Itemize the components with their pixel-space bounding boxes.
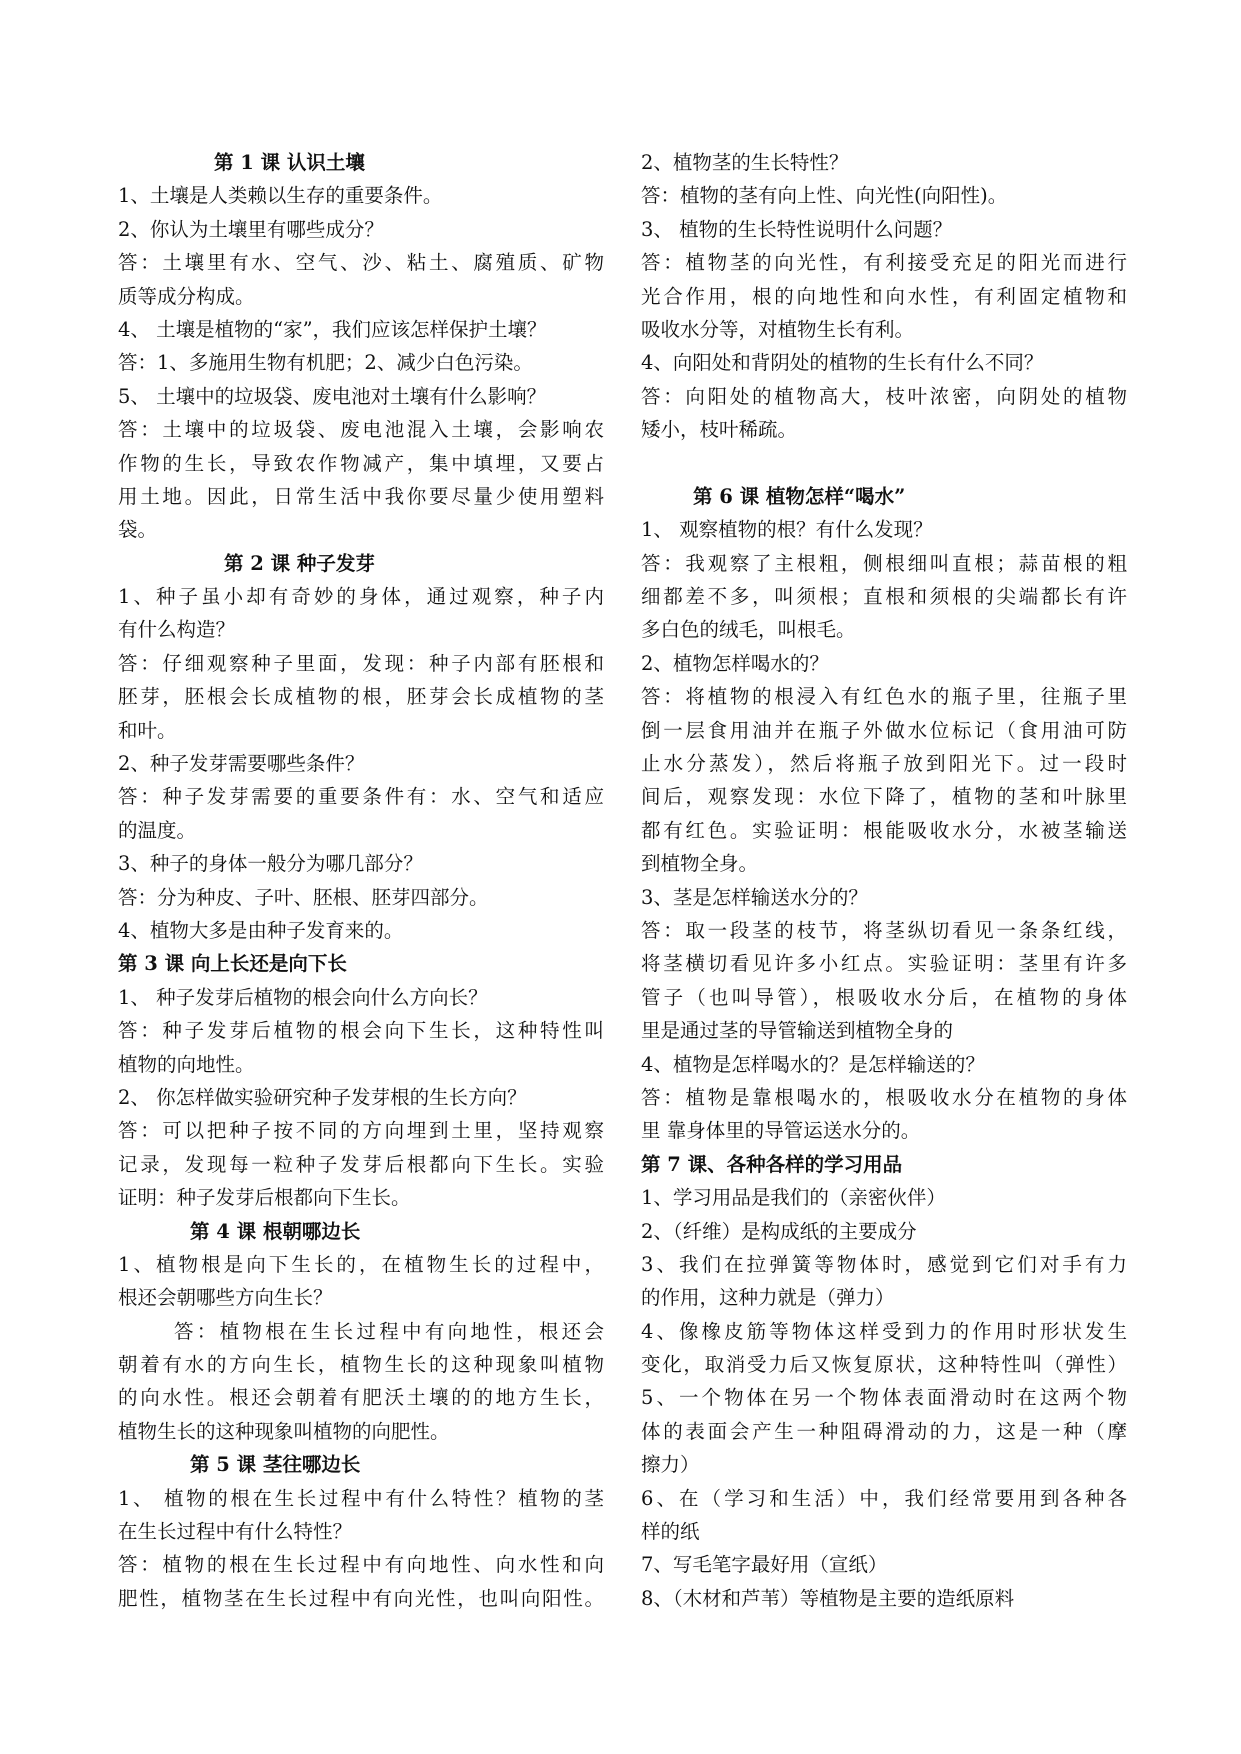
text-line: 4、像橡皮筋等物体这样受到力的作用时形状发生: [641, 1319, 1127, 1343]
text-line: 答：我观察了主根粗，侧根细叫直根；蒜苗根的粗: [641, 551, 1127, 575]
text-line: 答：向阳处的植物高大，枝叶浓密，向阴处的植物: [641, 384, 1127, 408]
text-line: 2、（纤维）是构成纸的主要成分: [641, 1219, 917, 1243]
text-line: 肥性，植物茎在生长过程中有向光性，也叫向阳性。: [118, 1586, 604, 1610]
text-line: 和叶。: [118, 718, 177, 742]
text-line: 答：种子发芽需要的重要条件有：水、空气和适应: [118, 785, 604, 809]
text-line: 2、种子发芽需要哪些条件？: [118, 752, 365, 776]
text-line: 6、在（学习和生活）中，我们经常要用到各种各: [641, 1486, 1127, 1510]
text-line: 答：植物的茎有向上性、向光性(向阳性)。: [641, 184, 1008, 208]
text-line: 2、你认为土壤里有哪些成分？: [118, 217, 384, 241]
lesson-5-title: 第 5 课 茎往哪边长: [190, 1453, 361, 1477]
text-line: 在生长过程中有什么特性？: [118, 1520, 353, 1544]
text-line: 3、我们在拉弹簧等物体时，感觉到它们对手有力: [641, 1252, 1127, 1276]
text-line: 2、 你怎样做实验研究种子发芽根的生长方向？: [118, 1085, 527, 1109]
text-line: 矮小，枝叶稀疏。: [641, 418, 798, 442]
text-line: 的温度。: [118, 818, 197, 842]
lesson-7-title: 第 7 课、各种各样的学习用品: [641, 1152, 903, 1176]
text-line: 2、植物怎样喝水的？: [641, 651, 829, 675]
text-line: 答：取一段茎的枝节，将茎纵切看见一条条红线，: [641, 918, 1127, 942]
text-line: 管子（也叫导管），根吸收水分后，在植物的身体: [641, 985, 1127, 1009]
text-line: 多白色的绒毛，叫根毛。: [641, 618, 856, 642]
text-line: 4、植物是怎样喝水的？是怎样输送的？: [641, 1052, 985, 1076]
text-line: 1、植物根是向下生长的，在植物生长的过程中，: [118, 1252, 604, 1276]
text-line: 1、种子虽小却有奇妙的身体，通过观察，种子内: [118, 585, 604, 609]
text-line: 答：分为种皮、子叶、胚根、胚芽四部分。: [118, 885, 489, 909]
left-column: [118, 146, 604, 1615]
text-line: 光合作用，根的向地性和向水性，有利固定植物和: [641, 284, 1127, 308]
text-line: 8、（木材和芦苇）等植物是主要的造纸原料: [641, 1586, 1015, 1610]
blank-line: [641, 447, 1127, 480]
text-line: 胚芽，胚根会长成植物的根，胚芽会长成植物的茎: [118, 685, 604, 709]
text-line: 止水分蒸发），然后将瓶子放到阳光下。过一段时: [641, 752, 1127, 776]
text-line: 倒一层食用油并在瓶子外做水位标记（食用油可防: [641, 718, 1127, 742]
text-line: 袋。: [118, 518, 158, 542]
text-line: 将茎横切看见许多小红点。实验证明：茎里有许多: [641, 952, 1127, 976]
text-line: 答：植物根在生长过程中有向地性，根还会: [174, 1319, 604, 1343]
text-line: 1、 观察植物的根？有什么发现？: [641, 518, 933, 542]
text-line: 答：土壤里有水、空气、沙、粘土、腐殖质、矿物: [118, 251, 604, 275]
text-line: 答：可以把种子按不同的方向埋到土里，坚持观察: [118, 1119, 604, 1143]
text-line: 有什么构造？: [118, 618, 236, 642]
text-line: 的向水性。根还会朝着有肥沃土壤的的地方生长，: [118, 1386, 604, 1410]
text-line: 到植物全身。: [641, 852, 759, 876]
text-line: 质等成分构成。: [118, 284, 255, 308]
lesson-6-title: 第 6 课 植物怎样“喝水”: [693, 484, 906, 508]
text-line: 植物的向地性。: [118, 1052, 255, 1076]
text-line: 1、 植物的根在生长过程中有什么特性？植物的茎: [118, 1486, 604, 1510]
text-line: 4、 土壤是植物的“家”，我们应该怎样保护土壤？: [118, 317, 547, 341]
text-line: 5、一个物体在另一个物体表面滑动时在这两个物: [641, 1386, 1127, 1410]
text-line: 里 靠身体里的导管运送水分的。: [641, 1119, 921, 1143]
text-line: 擦力）: [641, 1453, 700, 1477]
text-line: 答：植物的根在生长过程中有向地性、向水性和向: [118, 1553, 604, 1577]
text-line: 7、写毛笔字最好用（宣纸）: [641, 1553, 888, 1577]
text-line: 作物的生长，导致农作物减产，集中填埋，又要占: [118, 451, 604, 475]
lesson-3-title: 第 3 课 向上长还是向下长: [118, 952, 347, 976]
text-line: 1、 种子发芽后植物的根会向什么方向长？: [118, 985, 488, 1009]
text-line: 证明：种子发芽后根都向下生长。: [118, 1186, 411, 1210]
text-line: 答：将植物的根浸入有红色水的瓶子里，往瓶子里: [641, 685, 1127, 709]
right-column: [641, 146, 1127, 1615]
text-line: 样的纸: [641, 1520, 700, 1544]
text-line: 4、向阳处和背阴处的植物的生长有什么不同？: [641, 351, 1044, 375]
text-line: 里是通过茎的导管输送到植物全身的: [641, 1019, 954, 1043]
text-line: 4、植物大多是由种子发育来的。: [118, 918, 404, 942]
text-line: 体的表面会产生一种阻碍滑动的力，这是一种（摩: [641, 1419, 1127, 1443]
text-line: 朝着有水的方向生长，植物生长的这种现象叫植物: [118, 1353, 604, 1377]
text-line: 答：土壤中的垃圾袋、废电池混入土壤，会影响农: [118, 418, 604, 442]
text-line: 间后，观察发现：水位下降了，植物的茎和叶脉里: [641, 785, 1127, 809]
text-line: 答：植物是靠根喝水的，根吸收水分在植物的身体: [641, 1085, 1127, 1109]
text-line: 答：1、多施用生物有机肥；2、减少白色污染。: [118, 351, 533, 375]
text-line: 记录，发现每一粒种子发芽后根都向下生长。实验: [118, 1152, 604, 1176]
text-line: 根还会朝哪些方向生长？: [118, 1286, 333, 1310]
text-line: 3、 植物的生长特性说明什么问题？: [641, 217, 953, 241]
text-line: 2、植物茎的生长特性？: [641, 151, 849, 174]
text-line: 用土地。因此，日常生活中我你要尽量少使用塑料: [118, 484, 604, 508]
text-line: 3、茎是怎样输送水分的？: [641, 885, 868, 909]
lesson-2-title: 第 2 课 种子发芽: [224, 551, 375, 575]
text-line: 1、学习用品是我们的（亲密伙伴）: [641, 1186, 946, 1210]
text-line: 细都差不多，叫须根；直根和须根的尖端都长有许: [641, 585, 1127, 609]
text-line: 吸收水分等，对植物生长有利。: [641, 317, 915, 341]
text-line: 答：种子发芽后植物的根会向下生长，这种特性叫: [118, 1019, 604, 1043]
text-line: 答：植物茎的向光性，有利接受充足的阳光而进行: [641, 251, 1127, 275]
text-line: 答：仔细观察种子里面，发现：种子内部有胚根和: [118, 651, 604, 675]
lesson-4-title: 第 4 课 根朝哪边长: [190, 1219, 361, 1243]
text-line: 都有红色。实验证明：根能吸收水分，水被茎输送: [641, 818, 1127, 842]
text-line: 5、 土壤中的垃圾袋、废电池对土壤有什么影响？: [118, 384, 547, 408]
text-line: 植物生长的这种现象叫植物的向肥性。: [118, 1419, 450, 1443]
text-line: 的作用，这种力就是（弹力）: [641, 1286, 895, 1310]
text-line: 1、土壤是人类赖以生存的重要条件。: [118, 184, 443, 208]
lesson-1-title: 第 1 课 认识土壤: [214, 151, 365, 174]
text-line: 3、种子的身体一般分为哪几部分？: [118, 852, 423, 876]
text-line: 变化，取消受力后又恢复原状，这种特性叫（弹性）: [641, 1353, 1127, 1377]
